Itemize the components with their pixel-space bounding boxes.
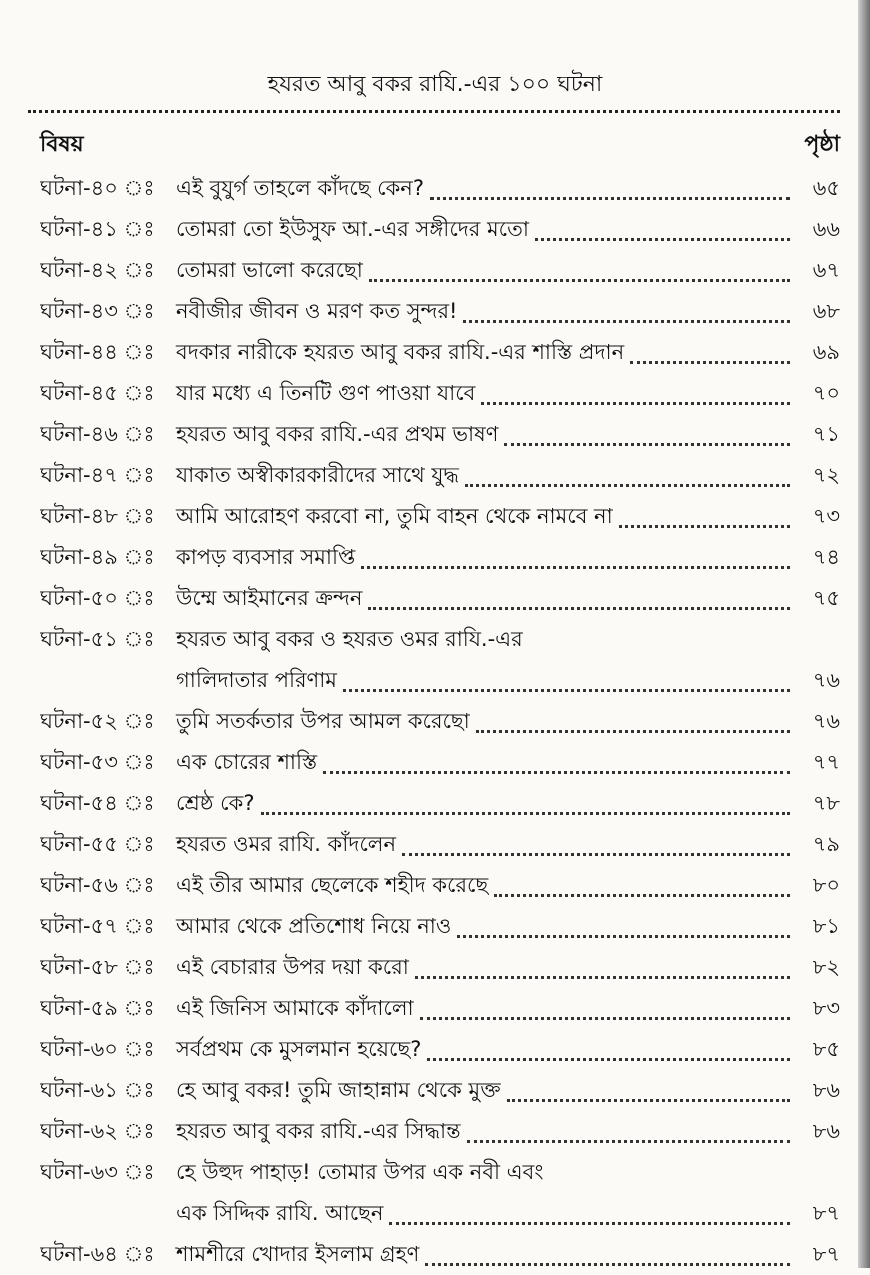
entry-number: ঘটনা-৪৭ ঃ (40, 463, 155, 487)
entry-number: ঘটনা-৪৬ ঃ (40, 422, 155, 446)
toc-entry-line (40, 373, 840, 414)
entry-number: ঘটনা-৫৫ ঃ (40, 832, 155, 856)
entry-title: আমি আরোহণ করবো না, তুমি বাহন থেকে নামবে না (176, 504, 613, 528)
entry-number: ঘটনা-৫৪ ঃ (40, 791, 155, 815)
toc-entry-line (40, 1234, 840, 1275)
entry-title: এই বুযুর্গ তাহলে কাঁদছে কেন? (176, 176, 424, 200)
toc-entry (40, 209, 840, 250)
toc-entry (40, 824, 840, 865)
entry-title: এই জিনিস আমাকে কাঁদালো (176, 996, 414, 1020)
toc-entry-line (40, 947, 840, 988)
entry-number: ঘটনা-৫০ ঃ (40, 586, 155, 610)
entry-number: ঘটনা-৫৩ ঃ (40, 750, 155, 774)
toc-entry (40, 865, 840, 906)
toc-entry-line (40, 455, 840, 496)
entry-page-number: ৭৬ (812, 709, 840, 733)
entry-title: তুমি সতর্কতার উপর আমল করেছো (176, 709, 470, 733)
toc-entry-line (40, 701, 840, 742)
toc-entry-line (40, 496, 840, 537)
dot-leader (619, 525, 790, 528)
toc-entry (40, 373, 840, 414)
entry-title: তোমরা তো ইউসুফ আ.-এর সঙ্গীদের মতো (176, 217, 529, 241)
entry-title: উম্মে আইমানের ক্রন্দন (176, 586, 363, 610)
entry-title: কাপড় ব্যবসার সমাপ্তি (176, 545, 356, 569)
entry-page-number: ৮৭ (812, 1242, 840, 1266)
toc-entry-line (40, 742, 840, 783)
dot-leader (369, 279, 790, 282)
toc-entry (40, 291, 840, 332)
entry-title: হে আবু বকর! তুমি জাহান্নাম থেকে মুক্ত (176, 1078, 501, 1102)
dot-leader (481, 402, 790, 405)
entry-title: নবীজীর জীবন ও মরণ কত সুন্দর! (176, 299, 458, 323)
dot-leader (465, 484, 790, 487)
dot-leader (343, 689, 790, 692)
entry-title: এক চোরের শাস্তি (176, 750, 318, 774)
entry-title: শ্রেষ্ঠ কে? (176, 791, 255, 815)
entry-title: হযরত আবু বকর রাযি.-এর প্রথম ভাষণ (176, 422, 499, 446)
entry-title: সর্বপ্রথম কে মুসলমান হয়েছে? (176, 1037, 422, 1061)
entry-number: ঘটনা-৬৩ ঃ (40, 1160, 155, 1184)
toc-entry (40, 168, 840, 209)
toc-entry (40, 1070, 840, 1111)
entry-number: ঘটনা-৪৩ ঃ (40, 299, 155, 323)
entry-page-number: ৮৬ (812, 1119, 840, 1143)
entry-title: হযরত আবু বকর রাযি.-এর সিদ্ধান্ত (176, 1119, 461, 1143)
page-edge-shadow (858, 0, 870, 1268)
toc-entry (40, 947, 840, 988)
entry-number: ঘটনা-৪৫ ঃ (40, 381, 155, 405)
entry-page-number: ৮০ (812, 873, 840, 897)
dot-leader (457, 935, 790, 938)
entry-page-number: ৬৫ (812, 176, 840, 200)
toc-entry-line (40, 250, 840, 291)
toc-entry (40, 619, 840, 701)
dot-leader (420, 1017, 790, 1020)
toc-entry (40, 701, 840, 742)
entry-page-number: ৭৭ (812, 750, 840, 774)
toc-entry (40, 742, 840, 783)
entry-number: ঘটনা-৫১ ঃ (40, 627, 155, 651)
entry-number: ঘটনা-৪০ ঃ (40, 176, 155, 200)
entry-number: ঘটনা-৪৪ ঃ (40, 340, 155, 364)
toc-entry-line (40, 619, 840, 660)
toc-entry (40, 1111, 840, 1152)
toc-entry-line (40, 988, 840, 1029)
toc-entry-line (40, 1111, 840, 1152)
entry-page-number: ৭২ (812, 463, 840, 487)
entry-number: ঘটনা-৫৮ ঃ (40, 955, 155, 979)
entry-number: ঘটনা-৪২ ঃ (40, 258, 155, 282)
toc-entry (40, 988, 840, 1029)
entry-number: ঘটনা-৫৯ ঃ (40, 996, 155, 1020)
entry-page-number: ৭০ (812, 381, 840, 405)
entry-title: এই বেচারার উপর দয়া করো (176, 955, 409, 979)
entry-page-number: ৭৮ (812, 791, 840, 815)
entry-number: ঘটনা-৫৬ ঃ (40, 873, 155, 897)
dot-leader (427, 1058, 790, 1061)
toc-entry-line (40, 824, 840, 865)
dot-leader (535, 238, 790, 241)
dot-leader (507, 1099, 790, 1102)
dot-leader (415, 976, 790, 979)
toc-entry (40, 783, 840, 824)
entry-page-number: ৭৩ (812, 504, 840, 528)
toc-entry-line (40, 332, 840, 373)
toc-entry-line (40, 291, 840, 332)
entry-number: ঘটনা-৪৮ ঃ (40, 504, 155, 528)
dot-leader (361, 566, 790, 569)
table-of-contents (40, 168, 840, 1275)
dot-leader (463, 320, 790, 323)
toc-entry (40, 496, 840, 537)
entry-title: শামশীরে খোদার ইসলাম গ্রহণ (176, 1242, 420, 1266)
dot-leader (504, 443, 790, 446)
toc-entry-line-continued (40, 1193, 840, 1234)
entry-title: আমার থেকে প্রতিশোধ নিয়ে নাও (176, 914, 452, 938)
dot-leader (425, 1263, 790, 1266)
toc-entry (40, 537, 840, 578)
dot-leader (402, 853, 790, 856)
column-headings (40, 124, 840, 166)
toc-entry-line (40, 906, 840, 947)
entry-title-continued: গালিদাতার পরিণাম (176, 668, 337, 692)
toc-entry (40, 578, 840, 619)
running-header: হযরত আবু বকর রাযি.-এর ১০০ ঘটনা (267, 72, 603, 97)
toc-entry (40, 250, 840, 291)
toc-entry-line (40, 783, 840, 824)
subject-column-heading: বিষয় (40, 131, 84, 157)
entry-page-number: ৭৯ (812, 832, 840, 856)
entry-page-number: ৮১ (812, 914, 840, 938)
toc-entry (40, 414, 840, 455)
entry-title-continued: এক সিদ্দিক রাযি. আছেন (176, 1201, 384, 1225)
entry-number: ঘটনা-৬৪ ঃ (40, 1242, 155, 1266)
entry-number: ঘটনা-৪১ ঃ (40, 217, 155, 241)
toc-entry-line (40, 209, 840, 250)
dot-leader (630, 361, 790, 364)
entry-page-number: ৬৯ (812, 340, 840, 364)
entry-page-number: ৭৪ (812, 545, 840, 569)
dot-leader (368, 607, 790, 610)
entry-page-number: ৬৬ (812, 217, 840, 241)
toc-entry (40, 906, 840, 947)
dot-leader (494, 894, 790, 897)
entry-title: বদকার নারীকে হযরত আবু বকর রাযি.-এর শাস্তি প্রদান (176, 340, 625, 364)
entry-title: যার মধ্যে এ তিনটি গুণ পাওয়া যাবে (176, 381, 476, 405)
toc-entry (40, 332, 840, 373)
toc-entry-line (40, 1152, 840, 1193)
entry-page-number: ৭১ (812, 422, 840, 446)
entry-page-number: ৮৩ (812, 996, 840, 1020)
entry-page-number: ৮৬ (812, 1078, 840, 1102)
entry-number: ঘটনা-৬২ ঃ (40, 1119, 155, 1143)
entry-title: যাকাত অস্বীকারকারীদের সাথে যুদ্ধ (176, 463, 459, 487)
header-dotted-rule (28, 110, 840, 113)
entry-title: হযরত ওমর রাযি. কাঁদলেন (176, 832, 396, 856)
toc-entry-line (40, 1070, 840, 1111)
entry-number: ঘটনা-৫৭ ঃ (40, 914, 155, 938)
toc-entry (40, 1152, 840, 1234)
entry-title: হযরত আবু বকর ও হযরত ওমর রাযি.-এর (176, 627, 523, 651)
toc-entry-line (40, 537, 840, 578)
entry-number: ঘটনা-৪৯ ঃ (40, 545, 155, 569)
dot-leader (389, 1222, 790, 1225)
toc-entry-line (40, 865, 840, 906)
toc-entry-line (40, 578, 840, 619)
dot-leader (476, 730, 790, 733)
toc-entry-line (40, 168, 840, 209)
entry-title: এই তীর আমার ছেলেকে শহীদ করেছে (176, 873, 489, 897)
entry-page-number: ৮৭ (812, 1201, 840, 1225)
entry-page-number: ৮২ (812, 955, 840, 979)
toc-entry (40, 1029, 840, 1070)
dot-leader (323, 771, 790, 774)
entry-title: হে উহুদ পাহাড়! তোমার উপর এক নবী এবং (176, 1160, 544, 1184)
dot-leader (467, 1140, 790, 1143)
toc-entry-line-continued (40, 660, 840, 701)
toc-entry (40, 455, 840, 496)
entry-page-number: ৭৬ (812, 668, 840, 692)
entry-page-number: ৬৭ (812, 258, 840, 282)
toc-entry-line (40, 1029, 840, 1070)
entry-title: তোমরা ভালো করেছো (176, 258, 363, 282)
toc-entry (40, 1234, 840, 1275)
entry-number: ঘটনা-৫২ ঃ (40, 709, 155, 733)
dot-leader (261, 812, 790, 815)
toc-entry-line (40, 414, 840, 455)
entry-page-number: ৭৫ (812, 586, 840, 610)
entry-page-number: ৮৫ (812, 1037, 840, 1061)
entry-number: ঘটনা-৬১ ঃ (40, 1078, 155, 1102)
page-column-heading: পৃষ্ঠা (804, 131, 840, 157)
entry-number: ঘটনা-৬০ ঃ (40, 1037, 155, 1061)
entry-page-number: ৬৮ (812, 299, 840, 323)
dot-leader (430, 197, 790, 200)
